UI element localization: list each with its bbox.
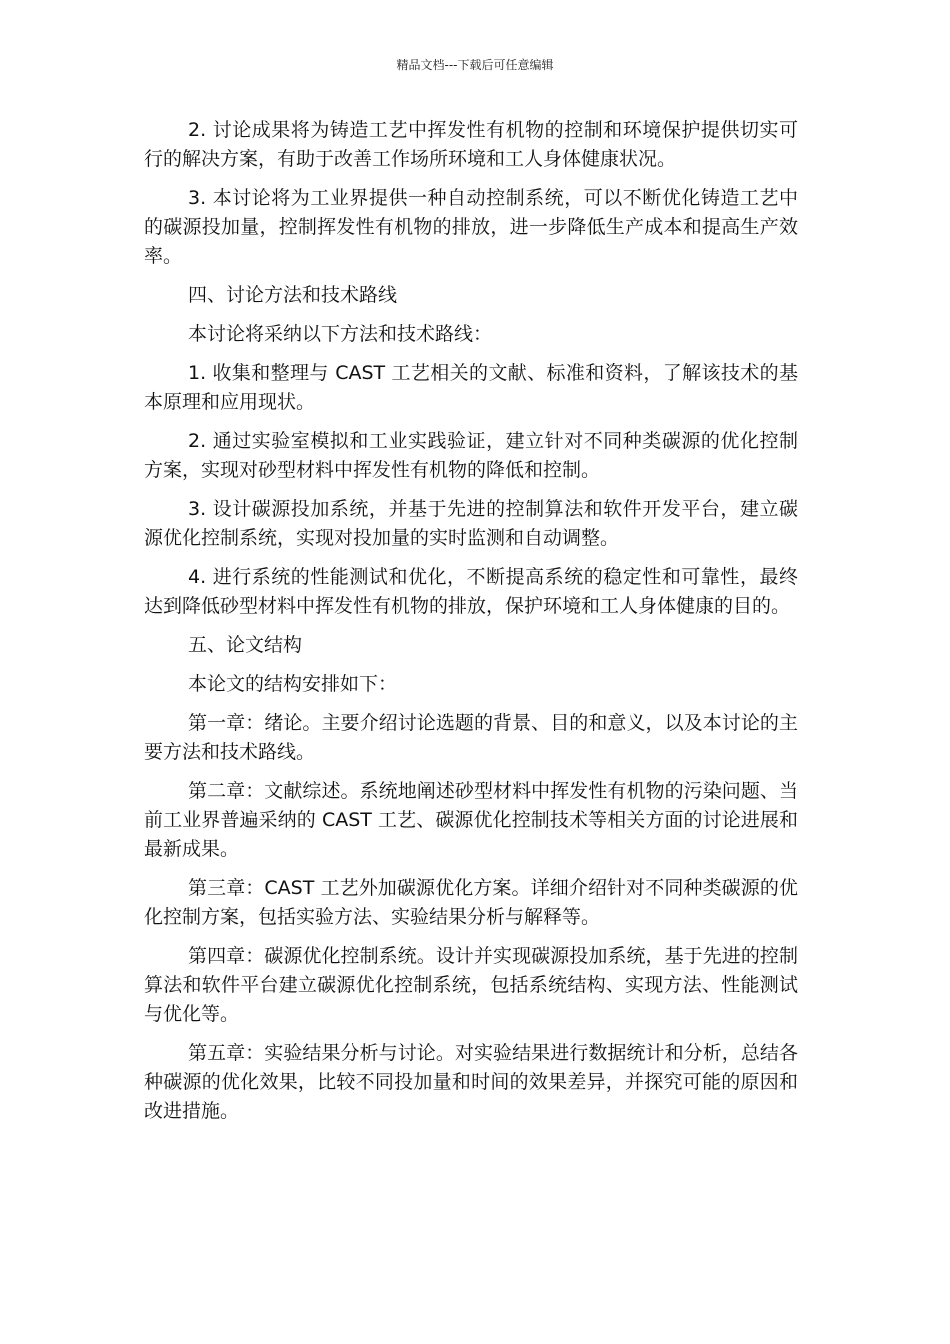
paragraph-method-4: 4. 进行系统的性能测试和优化，不断提高系统的稳定性和可靠性，最终达到降低砂型材料中挥发性有机物的排放，保护环境和工人身体健康的目的。 bbox=[144, 566, 798, 617]
paragraph-result-3: 3. 本讨论将为工业界提供一种自动控制系统，可以不断优化铸造工艺中的碳源投加量，控制挥发性有机物的排放，进一步降低生产成本和提高生产效率。 bbox=[144, 187, 798, 267]
document-body bbox=[144, 116, 798, 1136]
section-heading-structure: 五、论文结构 bbox=[188, 634, 303, 656]
section-heading-methods: 四、讨论方法和技术路线 bbox=[188, 284, 398, 306]
page-header: 精品文档---下载后可任意编辑 bbox=[396, 58, 554, 72]
paragraph-chapter-2: 第二章：文献综述。系统地阐述砂型材料中挥发性有机物的污染问题、当前工业界普遍采纳的 CAST 工艺、碳源优化控制技术等相关方面的讨论进展和最新成果。 bbox=[144, 780, 798, 860]
paragraph-method-2: 2. 通过实验室模拟和工业实践验证，建立针对不同种类碳源的优化控制方案，实现对砂型材料中挥发性有机物的降低和控制。 bbox=[144, 430, 798, 481]
paragraph-chapter-1: 第一章：绪论。主要介绍讨论选题的背景、目的和意义，以及本讨论的主要方法和技术路线。 bbox=[144, 712, 798, 763]
paragraph-chapter-5: 第五章：实验结果分析与讨论。对实验结果进行数据统计和分析，总结各种碳源的优化效果，比较不同投加量和时间的效果差异，并探究可能的原因和改进措施。 bbox=[144, 1042, 798, 1122]
paragraph-structure-intro: 本论文的结构安排如下： bbox=[188, 673, 398, 695]
paragraph-result-2: 2. 讨论成果将为铸造工艺中挥发性有机物的控制和环境保护提供切实可行的解决方案，有助于改善工作场所环境和工人身体健康状况。 bbox=[144, 119, 798, 170]
paragraph-methods-intro: 本讨论将采纳以下方法和技术路线： bbox=[188, 323, 493, 345]
paragraph-chapter-3: 第三章：CAST 工艺外加碳源优化方案。详细介绍针对不同种类碳源的优化控制方案，包括实验方法、实验结果分析与解释等。 bbox=[144, 877, 798, 928]
paragraph-method-1: 1. 收集和整理与 CAST 工艺相关的文献、标准和资料，了解该技术的基本原理和应用现状。 bbox=[144, 362, 798, 413]
paragraph-method-3: 3. 设计碳源投加系统，并基于先进的控制算法和软件开发平台，建立碳源优化控制系统，实现对投加量的实时监测和自动调整。 bbox=[144, 498, 798, 549]
paragraph-chapter-4: 第四章：碳源优化控制系统。设计并实现碳源投加系统，基于先进的控制算法和软件平台建立碳源优化控制系统，包括系统结构、实现方法、性能测试与优化等。 bbox=[144, 945, 798, 1025]
